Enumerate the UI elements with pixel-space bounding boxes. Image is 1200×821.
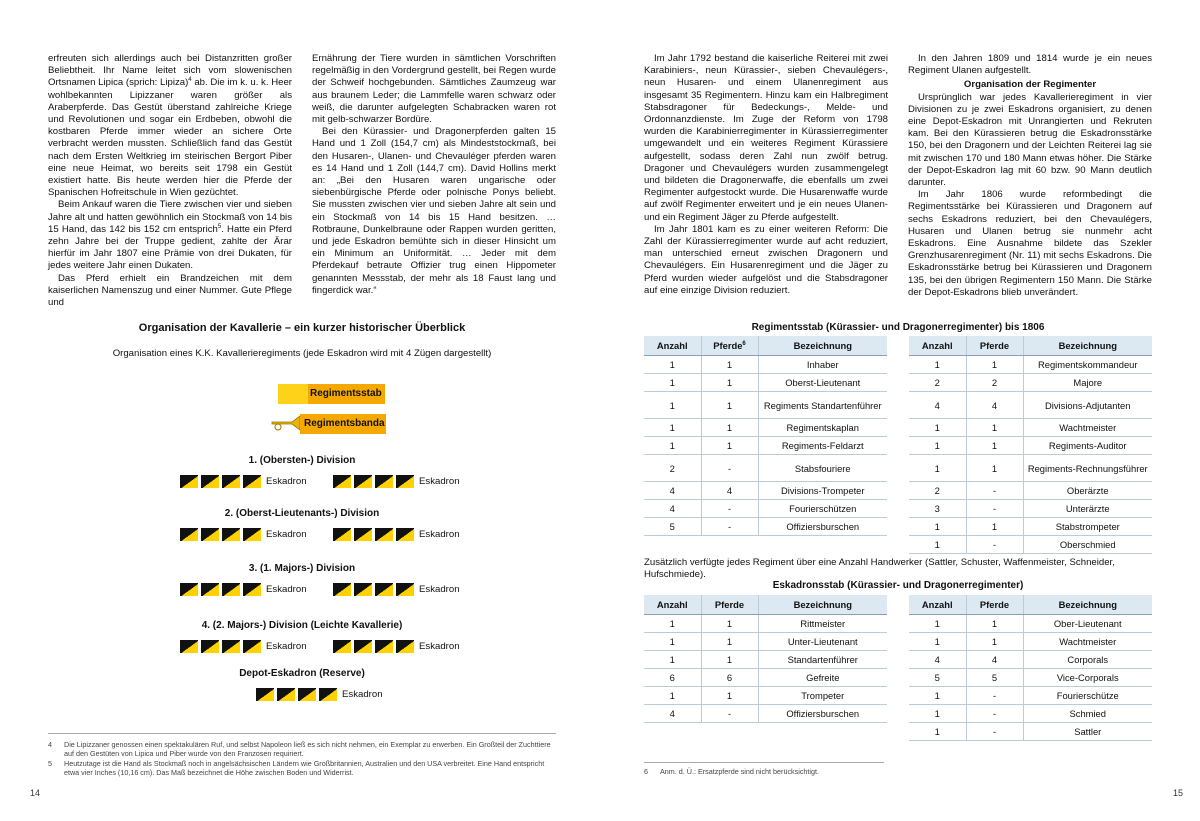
table-cell: Wachtmeister: [1023, 633, 1152, 651]
table-row: [644, 687, 887, 705]
table-cell: Regiments-Auditor: [1023, 437, 1152, 455]
table-cell: Fourierschützen: [758, 500, 887, 518]
col-header: Bezeichnung: [1023, 336, 1152, 356]
table-cell: Corporals: [1023, 651, 1152, 669]
table-row: [909, 723, 1152, 741]
table-cell: 1: [644, 356, 701, 374]
table-cell: Regimentskommandeur: [1023, 356, 1152, 374]
col-header: Anzahl: [644, 336, 701, 356]
eskadron-label: Eskadron: [266, 528, 307, 540]
pennant-icon: [396, 475, 414, 488]
footnote-5: 5 Heutzutage ist die Hand als Stockmaß noch in angelsächsischen Ländern wie Großbritannien, Australien und den USA verbreitet. Eine Hand entspricht etwa vier Inches (10,16 cm). Das Maß bezeichnet die Höhe zwischen Boden und Widerrist.: [48, 759, 545, 777]
eskadron-label: Eskadron: [419, 528, 460, 540]
pennant-icon: [333, 640, 351, 653]
eskadron-label: Eskadron: [419, 640, 460, 652]
table-cell: 1: [909, 705, 966, 723]
eskadron: [333, 639, 460, 653]
table-row: [909, 651, 1152, 669]
table-cell: Oberst-Lieutenant: [758, 374, 887, 392]
table-cell: Unter-Lieutenant: [758, 633, 887, 651]
chart-subtitle: Organisation eines K.K. Kavallerieregiments (jede Eskadron wird mit 4 Zügen dargestellt): [112, 348, 492, 359]
table1-left: [644, 336, 887, 536]
table-cell: 3: [909, 500, 966, 518]
table-cell: Vice-Corporals: [1023, 669, 1152, 687]
table-cell: 1: [909, 455, 966, 482]
table-cell: 1: [966, 518, 1023, 536]
table-cell: -: [701, 705, 758, 723]
table-row: [644, 392, 887, 419]
table-cell: 1: [966, 455, 1023, 482]
table1-title: Regimentsstab (Kürassier- und Dragonerregimenter) bis 1806: [751, 322, 1045, 333]
table-row: [644, 518, 887, 536]
table-cell: Unterärzte: [1023, 500, 1152, 518]
table-row: [909, 687, 1152, 705]
pennant-icon: [333, 583, 351, 596]
table-cell: 1: [966, 633, 1023, 651]
pennant-icon: [375, 475, 393, 488]
table-row: [909, 437, 1152, 455]
table-cell: 1: [701, 687, 758, 705]
col-header: Pferde: [966, 336, 1023, 356]
table-cell: Schmied: [1023, 705, 1152, 723]
table-cell: 1: [966, 615, 1023, 633]
table-row: [644, 669, 887, 687]
right-text-column-1: Im Jahr 1792 bestand die kaiserliche Reiterei mit zwei Karabiniers-, neun Kürassier-, sieben Chevaulégers-, neun Husaren- und einem Ulanenregiment aus insgesamt 35 Regimentern. Hinzu kam ein Halbregiment Stabsdragoner für Bedeckungs-, Melde- und Ordonnanzdienste. Im Zuge der Reform von 1798 wurden die Karabinierregimenter in Kürassierregimenter umgewandelt und ein weiteres Regiment Kürassiere aufgestellt, sodass deren Zahl nun zwölf betrug. Dragoner und Chevaulégers wurden zusammengelegt und bildeten die Dragonerwaffe, die ebenfalls um zwei Regimenter aufgestockt wurde. Die Husarenwaffe wurde auf zwölf Regimenter erweitert und je ein neues Ulanen- und ein Regiment Jäger zu Pferde aufgestellt. Im Jahr 1801 kam es zu einer weiteren Reform: Die Zahl der Kürassierregimenter wurde auf acht reduziert, man unterschied erneut zwischen Dragonern und Chevaulégers. Ein Husarenregiment und die Jäger zu Pferd wurden wieder aufgelöst und die Stabsdragoner auf eine einzige Division reduziert.: [644, 53, 888, 296]
table-row: [909, 633, 1152, 651]
table-cell: 5: [644, 518, 701, 536]
pennant-icon: [333, 528, 351, 541]
table-cell: 5: [966, 669, 1023, 687]
eskadron: [180, 639, 307, 653]
table-note: Zusätzlich verfügte jedes Regiment über eine Anzahl Handwerker (Sattler, Schuster, Waffenmeister, Schneider, Hufschmiede).: [644, 557, 1115, 580]
table-row: [909, 392, 1152, 419]
table-cell: 1: [644, 651, 701, 669]
page-number: 14: [30, 788, 41, 798]
table-cell: Regiments-Feldarzt: [758, 437, 887, 455]
table-cell: 1: [909, 633, 966, 651]
table-row: [644, 651, 887, 669]
table-cell: 1: [909, 356, 966, 374]
table-row: [644, 482, 887, 500]
pennant-icon: [354, 640, 372, 653]
table-cell: 1: [701, 437, 758, 455]
table2-right: [909, 595, 1152, 741]
table-row: [644, 455, 887, 482]
eskadron: [256, 687, 383, 701]
table-cell: Rittmeister: [758, 615, 887, 633]
regimentsstab-box: Regimentsstab: [278, 384, 385, 404]
col-header: Anzahl: [909, 595, 966, 615]
table-cell: 1: [644, 392, 701, 419]
table-cell: 1: [644, 419, 701, 437]
table-cell: 6: [644, 669, 701, 687]
table-cell: 4: [644, 500, 701, 518]
table1-right: [909, 336, 1152, 554]
table-cell: 4: [966, 392, 1023, 419]
pennant-icon: [180, 640, 198, 653]
table2-left: [644, 595, 887, 723]
table-cell: 1: [701, 651, 758, 669]
table-cell: 1: [909, 419, 966, 437]
eskadron-label: Eskadron: [419, 475, 460, 487]
table-cell: 2: [909, 482, 966, 500]
eskadron: [180, 527, 307, 541]
pennant-icon: [277, 688, 295, 701]
table-cell: Regiments Standartenführer: [758, 392, 887, 419]
table2-title: Eskadronsstab (Kürassier- und Dragonerregimenter): [772, 580, 1024, 591]
pennant-icon: [222, 583, 240, 596]
table-cell: 1: [909, 723, 966, 741]
pennant-icon: [333, 475, 351, 488]
pennant-icon: [243, 640, 261, 653]
table-cell: Trompeter: [758, 687, 887, 705]
pennant-icon: [180, 528, 198, 541]
table-cell: 1: [909, 536, 966, 554]
table-row: [909, 419, 1152, 437]
pennant-icon: [180, 583, 198, 596]
table-row: [909, 669, 1152, 687]
table-row: [909, 536, 1152, 554]
page-number: 15: [1173, 788, 1184, 798]
pennant-icon: [354, 583, 372, 596]
pennant-icon: [201, 475, 219, 488]
col-header: Pferde: [966, 595, 1023, 615]
section-heading: Organisation der Regimenter: [963, 79, 1097, 91]
table-cell: 1: [644, 633, 701, 651]
table-cell: 1: [701, 392, 758, 419]
pennant-icon: [354, 475, 372, 488]
table-row: [909, 705, 1152, 723]
pennant-icon: [256, 688, 274, 701]
col-header: Bezeichnung: [758, 595, 887, 615]
table-cell: Sattler: [1023, 723, 1152, 741]
table-cell: 2: [644, 455, 701, 482]
table-cell: Standartenführer: [758, 651, 887, 669]
table-cell: 1: [966, 356, 1023, 374]
pennant-icon: [298, 688, 316, 701]
table-cell: Oberschmied: [1023, 536, 1152, 554]
trumpet-icon: [270, 414, 304, 439]
footnote-divider: [48, 733, 556, 734]
table-cell: Inhaber: [758, 356, 887, 374]
table-cell: -: [701, 500, 758, 518]
table-cell: 1: [701, 633, 758, 651]
table-cell: Ober-Lieutenant: [1023, 615, 1152, 633]
table-cell: Divisions-Adjutanten: [1023, 392, 1152, 419]
pennant-icon: [222, 475, 240, 488]
table-cell: -: [966, 705, 1023, 723]
table-row: [909, 615, 1152, 633]
pennant-icon: [222, 640, 240, 653]
pennant-icon: [222, 528, 240, 541]
left-text-column-2: Ernährung der Tiere wurden in sämtlichen Vorschriften regelmäßig in den Vordergrund gestellt, bei Regen wurde der Schweif hochgebunden. Sämtliches Zaumzeug war aus braunem Leder; die Lammfelle waren schwarz oder weiß, die darunter aufgelegten Schabracken waren rot mit gelb-schwarzer Bordüre. Bei den Kürassier- und Dragonerpferden galten 15 Hand und 1 Zoll (154,7 cm) als Mindeststockmaß, bei den Husaren-, Ulanen- und Chevauléger pferden waren es 14 Hand und 1 Zoll (144,7 cm). David Hollins merkt an: „Bei den Husaren waren ungarische oder siebenbürgische Pferde oder polnische Ponys beliebt. Sie mussten zwischen vier und sieben Jahre alt sein und ein Stockmaß von 14 bis 15 Hand besitzen. … Rotbraune, Dunkelbraune oder Rappen wurden geritten, und jede Eskadron bemühte sich in dieser Hinsicht um ein Minimum an Uniformität. … Jeder mit dem Pferdekauf betraute Offizier trug einen Hippometer genannten Messstab, der mehr als 18 Faust lang und fingerdick war.“: [312, 53, 556, 296]
table-cell: -: [966, 536, 1023, 554]
footnote-ref: 4: [188, 77, 192, 84]
table-cell: 1: [644, 687, 701, 705]
table-cell: 4: [644, 705, 701, 723]
table-cell: Regiments-Rechnungsführer: [1023, 455, 1152, 482]
table-row: [644, 374, 887, 392]
col-header: Pferde: [701, 595, 758, 615]
eskadron: [333, 474, 460, 488]
division-title: 3. (1. Majors-) Division: [248, 563, 356, 574]
table-cell: -: [966, 482, 1023, 500]
eskadron-label: Eskadron: [266, 583, 307, 595]
table-cell: Divisions-Trompeter: [758, 482, 887, 500]
table-cell: 1: [701, 419, 758, 437]
table-row: [644, 437, 887, 455]
table-cell: 1: [701, 374, 758, 392]
table-cell: 1: [909, 687, 966, 705]
pennant-icon: [201, 583, 219, 596]
table-row: [909, 482, 1152, 500]
table-cell: 4: [909, 392, 966, 419]
chart-title: Organisation der Kavallerie – ein kurzer historischer Überblick: [138, 322, 466, 334]
table-cell: 1: [909, 518, 966, 536]
eskadron-label: Eskadron: [342, 688, 383, 700]
table-row: [644, 419, 887, 437]
eskadron: [180, 582, 307, 596]
table-row: [644, 615, 887, 633]
table-cell: 4: [966, 651, 1023, 669]
pennant-icon: [243, 583, 261, 596]
table-row: [909, 518, 1152, 536]
table-cell: Majore: [1023, 374, 1152, 392]
table-cell: 1: [644, 374, 701, 392]
table-cell: 1: [966, 419, 1023, 437]
table-row: [909, 356, 1152, 374]
table-row: [909, 455, 1152, 482]
table-cell: Regimentskaplan: [758, 419, 887, 437]
eskadron: [180, 474, 307, 488]
eskadron-label: Eskadron: [266, 640, 307, 652]
table-cell: 4: [701, 482, 758, 500]
table-cell: 1: [909, 437, 966, 455]
pennant-icon: [354, 528, 372, 541]
col-header: Pferde$^6$: [701, 336, 758, 356]
table-cell: Wachtmeister: [1023, 419, 1152, 437]
footnote-6: 6 Anm. d. Ü.: Ersatzpferde sind nicht berücksichtigt.: [644, 767, 819, 776]
pennant-icon: [243, 475, 261, 488]
table-cell: Offiziersburschen: [758, 705, 887, 723]
table-cell: 1: [909, 615, 966, 633]
col-header: Anzahl: [644, 595, 701, 615]
table-cell: 1: [966, 437, 1023, 455]
footnote-4: 4 Die Lipizzaner genossen einen spektakulären Ruf, und selbst Napoleon ließ es sich nicht nehmen, ein Exemplar zu erwerben. Ein Großteil der Zuchttiere auf den Gestüten von Lipica und Piber wurde von den Franzosen requiriert.: [48, 740, 551, 758]
division-title: Depot-Eskadron (Reserve): [239, 668, 365, 679]
left-text-column-1: erfreuten sich allerdings auch bei Distanzritten großer Beliebtheit. Ihr Name leitet sich vom slowenischen Ortsnamen Lipica (sprich: Lipiza)$^4$ ab. Die im k. u. k. Heer wohlbekannten Lipizzaner waren größer als Araberpferde. Das Gestüt überstand zahlreiche Kriege und Revolutionen und sogar ein Erdbeben, obwohl die kostbaren Pferde immer wieder an sichere Orte verbracht werden mussten. Schließlich fand das Gestüt nach dem Ersten Weltkrieg im steirischen Bergort Piber eine neue Heimat, wo bereits seit 1798 ein Gestüt existiert hatte. Bis heute werden hier die Pferde der Spanischen Hofreitschule in Wien gezüchtet. Beim Ankauf waren die Tiere zwischen vier und sieben Jahre alt und hatten gewöhnlich ein Stockmaß von 14 bis 15 Hand, das 142 bis 152 cm entsprich$^5$. Hatte ein Pferd zehn Jahre bei der Truppe gedient, zahlte der Ärar hierfür im Jahr 1807 eine Prämie von drei Dukaten, für jedes weitere Jahr einen Dukaten. Das Pferd erhielt ein Brandzeichen mit dem kaiserlichen Namenszug und einer Nummer. Gute Pflege und: [48, 53, 292, 309]
right-text-column-2: In den Jahren 1809 und 1814 wurde je ein neues Regiment Ulanen aufgestellt. Organisation der Regimenter Ursprünglich war jedes Kavallerieregiment in vier Divisionen zu je zwei Eskadrons organisiert, zu denen eine Depot-Eskadron mit Unrangierten und Rekruten kam. Bei den Kürassieren betrug die Eskadronsstärke 150, bei den Dragonern und der Leichten Reiterei lag sie mit zwischen 170 und 180 Mann etwas höher. Die Stärke der Depot-Eskadron lag mit 60 bzw. 90 Mann deutlich darunter. Im Jahr 1806 wurde reformbedingt die Regimentsstärke bei Kürassieren und Dragonern auf sechs Eskadrons reduziert, bei den Chevaulégers, Husaren und Ulanen betrug sie nunmehr acht Eskadrons. Eine Ausnahme bildete das Szekler Grenzhusarenregiment (Nr. 11) mit sechs Eskadrons. Die Eskadronsstärke betrug bei Kürassieren und Dragonern 135, bei den übrigen Regimentern 150 Mann. Die Stärke der Depot-Eskadrons blieb unverändert.: [908, 53, 1152, 298]
table-cell: Gefreite: [758, 669, 887, 687]
pennant-icon: [396, 528, 414, 541]
table-cell: 2: [909, 374, 966, 392]
table-cell: -: [701, 518, 758, 536]
table-cell: Offiziersburschen: [758, 518, 887, 536]
pennant-icon: [180, 475, 198, 488]
footnote-divider: [644, 762, 884, 763]
right-page: [600, 0, 1200, 821]
pennant-icon: [319, 688, 337, 701]
eskadron-label: Eskadron: [266, 475, 307, 487]
table-cell: 1: [644, 615, 701, 633]
table-cell: -: [966, 687, 1023, 705]
footnote-ref: 6: [742, 340, 746, 347]
table-cell: 5: [909, 669, 966, 687]
pennant-icon: [201, 640, 219, 653]
eskadron: [333, 582, 460, 596]
col-header: Bezeichnung: [758, 336, 887, 356]
eskadron-label: Eskadron: [419, 583, 460, 595]
table-row: [909, 500, 1152, 518]
col-header: Anzahl: [909, 336, 966, 356]
table-cell: 6: [701, 669, 758, 687]
table-row: [644, 356, 887, 374]
table-row: [644, 633, 887, 651]
pennant-icon: [201, 528, 219, 541]
table-cell: -: [701, 455, 758, 482]
table-cell: Oberärzte: [1023, 482, 1152, 500]
table-cell: Fourierschütze: [1023, 687, 1152, 705]
table-cell: 4: [644, 482, 701, 500]
table-cell: -: [966, 500, 1023, 518]
pennant-icon: [375, 583, 393, 596]
table-cell: 4: [909, 651, 966, 669]
table-cell: 1: [701, 615, 758, 633]
pennant-icon: [396, 640, 414, 653]
table-cell: 1: [701, 356, 758, 374]
pennant-icon: [396, 583, 414, 596]
division-title: 4. (2. Majors-) Division (Leichte Kavallerie): [201, 620, 403, 631]
table-cell: -: [966, 723, 1023, 741]
table-cell: Stabstrompeter: [1023, 518, 1152, 536]
division-title: 2. (Oberst-Lieutenants-) Division: [224, 508, 380, 519]
footnote-ref: 5: [217, 223, 222, 230]
pennant-icon: [375, 640, 393, 653]
table-cell: 1: [644, 437, 701, 455]
table-row: [644, 705, 887, 723]
col-header: Bezeichnung: [1023, 595, 1152, 615]
division-title: 1. (Obersten-) Division: [248, 455, 356, 466]
regimentsbanda-box: Regimentsbanda: [300, 414, 386, 434]
table-row: [909, 374, 1152, 392]
table-row: [644, 500, 887, 518]
pennant-icon: [375, 528, 393, 541]
pennant-icon: [243, 528, 261, 541]
table-cell: 2: [966, 374, 1023, 392]
eskadron: [333, 527, 460, 541]
table-cell: Stabsfouriere: [758, 455, 887, 482]
